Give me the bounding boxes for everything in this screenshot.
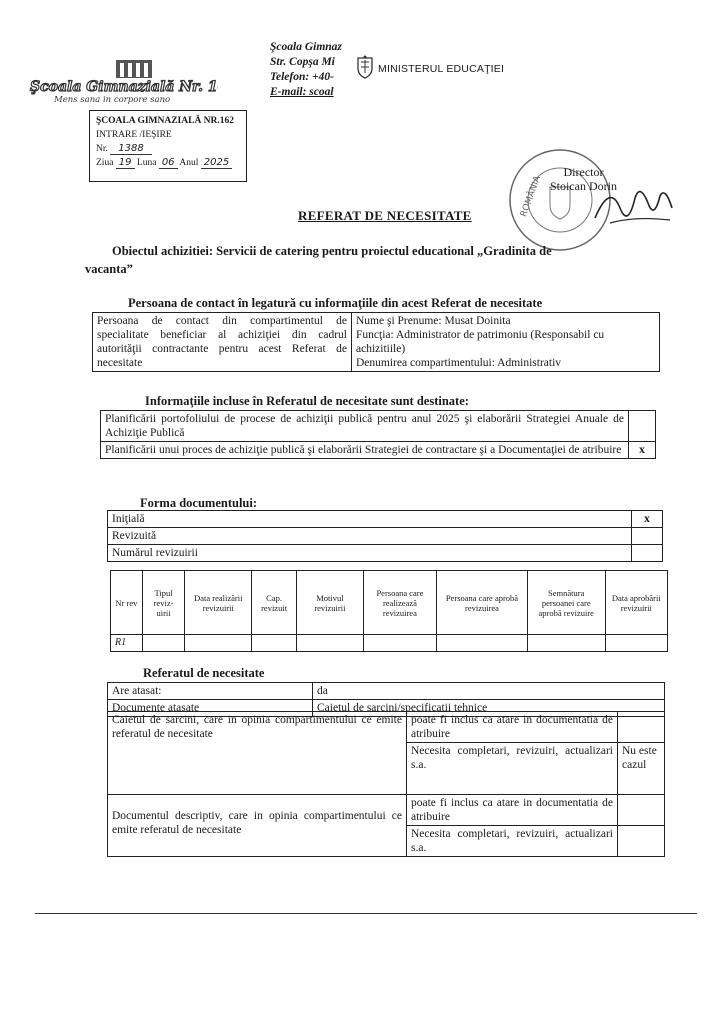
info-row-text: Planificării unui proces de achiziţie publică şi elaborării Strategiei de contractare şi a Documentaţiei de atribuire bbox=[101, 442, 629, 459]
referat-heading: Referatul de necesitate bbox=[143, 666, 265, 680]
registry-ziua-value: 19 bbox=[116, 157, 135, 169]
rev-header: Data aprobării revizuirii bbox=[605, 571, 667, 635]
doc-option-revise: Necesita completari, revizuiri, actualizari s.a. bbox=[407, 826, 618, 857]
rev-header: Data realizării revizuirii bbox=[185, 571, 252, 635]
coat-of-arms-icon bbox=[355, 55, 375, 84]
registry-anul-label: Anul bbox=[179, 158, 199, 168]
contact-heading: Persoana de contact în legatură cu informaţiile din acest Referat de necesitate bbox=[128, 296, 543, 310]
rev-header: Semnătura persoanei care aprobă revizuire bbox=[527, 571, 605, 635]
table-row bbox=[101, 411, 656, 442]
registry-date-row bbox=[96, 156, 240, 170]
table-row bbox=[101, 442, 656, 459]
caiet-option-include: poate fi inclus ca atare in documentatia de atribuire bbox=[407, 712, 618, 743]
contact-table bbox=[92, 312, 660, 372]
registry-box bbox=[89, 110, 247, 182]
info-row-mark bbox=[629, 411, 656, 442]
director-block bbox=[550, 165, 617, 193]
caiet-description: Caietul de sarcini, care in opinia compartimentului ce emite referatul de necesitate bbox=[108, 712, 407, 795]
info-row-mark: x bbox=[629, 442, 656, 459]
footer-divider bbox=[35, 913, 697, 914]
caiet-not-applicable: Nu este cazul bbox=[618, 743, 665, 795]
table-row bbox=[108, 545, 663, 562]
caiet-option-revise: Necesita completari, revizuiri, actualizari s.a. bbox=[407, 743, 618, 795]
form-row-mark bbox=[632, 528, 663, 545]
form-row-label: Numărul revizuirii bbox=[108, 545, 632, 562]
registry-ziua-label: Ziua bbox=[96, 158, 114, 168]
registry-nr-value: 1388 bbox=[110, 143, 151, 155]
registry-direction: INTRARE /IEŞIRE bbox=[96, 130, 172, 140]
doc-description: Documentul descriptiv, care in opinia compartimentului ce emite referatul de necesitate bbox=[108, 795, 407, 857]
referat-opinion-table bbox=[107, 711, 665, 857]
table-row bbox=[108, 795, 665, 826]
info-table bbox=[100, 410, 656, 459]
school-name-line: Şcoala Gimnaz bbox=[270, 41, 342, 53]
school-email-line: E-mail: scoal bbox=[270, 86, 334, 98]
registry-nr-label: Nr. bbox=[96, 144, 108, 154]
attached-value: da bbox=[313, 683, 665, 700]
rev-header: Motivul revizuirii bbox=[297, 571, 364, 635]
director-title: Director bbox=[563, 165, 604, 179]
school-contact bbox=[270, 40, 342, 100]
rev-header: Nr rev bbox=[111, 571, 143, 635]
document-title: REFERAT DE NECESITATE bbox=[298, 208, 472, 223]
table-row bbox=[108, 683, 665, 700]
registry-number-row bbox=[96, 142, 240, 156]
form-table bbox=[107, 510, 663, 562]
objective-line1: Obiectul achizitiei: Servicii de catering pentru proiectul educational „Gradinita de bbox=[112, 244, 552, 258]
stamp-text: ROMÂNIA bbox=[519, 174, 544, 219]
revisions-header-row bbox=[111, 571, 668, 635]
logo-motto: Mens sana in corpore sano bbox=[54, 95, 171, 104]
revisions-table bbox=[110, 570, 668, 652]
form-heading: Forma documentului: bbox=[140, 496, 258, 510]
form-row-mark bbox=[632, 545, 663, 562]
ministry-name: MINISTERUL EDUCAŢIEI bbox=[378, 63, 505, 75]
school-address-line: Str. Copşa Mi bbox=[270, 56, 335, 68]
table-row bbox=[111, 635, 668, 652]
school-phone-line: Telefon: +40- bbox=[270, 71, 334, 83]
form-row-label: Iniţială bbox=[108, 511, 632, 528]
rev-header: Persoana care realizează revizuirea bbox=[363, 571, 436, 635]
rev-header: Cap. revizuit bbox=[252, 571, 297, 635]
table-row bbox=[108, 511, 663, 528]
table-row bbox=[108, 528, 663, 545]
director-name: Stoican Dorin bbox=[550, 179, 617, 193]
attached-label: Are atasat: bbox=[108, 683, 313, 700]
logo-title: Şcoala Gimnazială Nr. 162 bbox=[30, 79, 218, 95]
registry-luna-label: Luna bbox=[136, 158, 157, 168]
form-row-label: Revizuită bbox=[108, 528, 632, 545]
school-logo bbox=[28, 60, 218, 104]
form-row-mark: x bbox=[632, 511, 663, 528]
contact-description: Persoana de contact din compartimentul de specialitate beneficiar al achiziţiei din cadrul autorităţii contractante pentru acest Referat de necesitate bbox=[93, 313, 352, 372]
docs-value: Caietul de sarcini/specificatii tehnice bbox=[313, 700, 665, 717]
docs-label: Documente atasate bbox=[108, 700, 313, 717]
doc-option-include: poate fi inclus ca atare in documentatia de atribuire bbox=[407, 795, 618, 826]
info-row-text: Planificării portofoliului de procese de achiziţii publică pentru anul 2025 şi elaborării Strategiei Anuale de Achiziţie Publică bbox=[101, 411, 629, 442]
table-row bbox=[108, 712, 665, 743]
registry-school: ŞCOALA GIMNAZIALĂ NR.162 bbox=[96, 116, 235, 126]
rev-row-label: R1 bbox=[111, 635, 143, 652]
registry-luna-value: 06 bbox=[159, 157, 178, 169]
info-heading: Informaţiile incluse în Referatul de necesitate sunt destinate: bbox=[145, 394, 469, 408]
contact-details bbox=[352, 313, 660, 372]
rev-header: Persoana care aprobă revizuirea bbox=[437, 571, 528, 635]
registry-anul-value: 2025 bbox=[201, 157, 232, 169]
contact-name: Nume şi Prenume: Musat Doinita bbox=[356, 315, 511, 327]
rev-header: Tipul reviz-uirii bbox=[142, 571, 185, 635]
contact-function: Funcţia: Administrator de patrimoniu (Responsabil cu achizitiile) bbox=[356, 329, 605, 355]
objective-line2: vacanta” bbox=[85, 262, 133, 276]
contact-department: Denumirea compartimentului: Administrativ bbox=[356, 357, 562, 369]
